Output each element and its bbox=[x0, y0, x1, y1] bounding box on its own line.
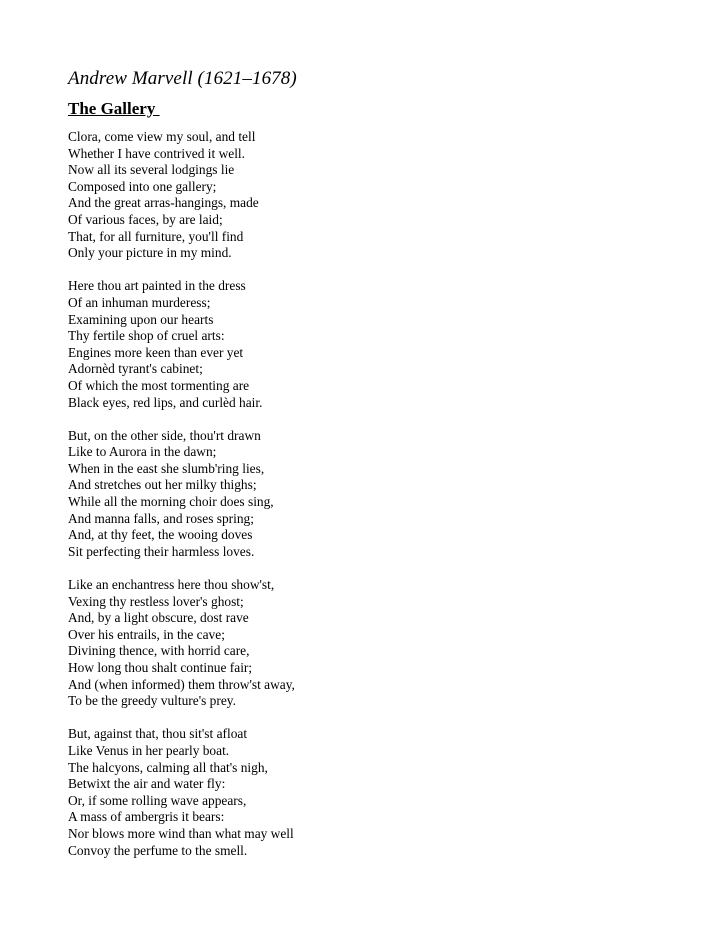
poem-line: But, on the other side, thou'rt drawn bbox=[68, 427, 261, 443]
poem-line: That, for all furniture, you'll find bbox=[68, 228, 244, 244]
stanza bbox=[68, 428, 688, 561]
poem-line: And manna falls, and roses spring; bbox=[68, 510, 254, 526]
poem-line: Vexing thy restless lover's ghost; bbox=[68, 593, 244, 609]
poem-line: And, at thy feet, the wooing doves bbox=[68, 527, 253, 543]
poem-line: Divining thence, with horrid care, bbox=[68, 643, 250, 659]
poem-line: When in the east she slumb'ring lies, bbox=[68, 460, 265, 476]
poem-line: While all the morning choir does sing, bbox=[68, 494, 274, 510]
document-page bbox=[68, 66, 688, 876]
poem-line: And the great arras-hangings, made bbox=[68, 195, 259, 211]
poem-line: But, against that, thou sit'st afloat bbox=[68, 726, 248, 742]
stanza bbox=[68, 278, 688, 411]
poem-line: Sit perfecting their harmless loves. bbox=[68, 543, 255, 559]
stanza bbox=[68, 129, 688, 262]
poem-line: Over his entrails, in the cave; bbox=[68, 626, 225, 642]
poem-line: Only your picture in my mind. bbox=[68, 245, 232, 261]
poem-line: Thy fertile shop of cruel arts: bbox=[68, 328, 225, 344]
poem-line: Clora, come view my soul, and tell bbox=[68, 129, 256, 144]
poem-line: Nor blows more wind than what may well bbox=[68, 825, 294, 841]
poem-line: To be the greedy vulture's prey. bbox=[68, 693, 236, 709]
poem-line: Or, if some rolling wave appears, bbox=[68, 792, 247, 808]
stanza bbox=[68, 726, 688, 859]
poem-title: The Gallery bbox=[68, 99, 160, 118]
poem-line: Engines more keen than ever yet bbox=[68, 344, 244, 360]
poem-line: Composed into one gallery; bbox=[68, 178, 217, 194]
poem-line: Of various faces, by are laid; bbox=[68, 211, 223, 227]
poem-line: Examining upon our hearts bbox=[68, 311, 214, 327]
stanza bbox=[68, 577, 688, 710]
poem-line: Of an inhuman murderess; bbox=[68, 294, 211, 310]
poem-line: Now all its several lodgings lie bbox=[68, 162, 235, 178]
poem-line: Like to Aurora in the dawn; bbox=[68, 444, 217, 460]
poem-line: And (when informed) them throw'st away, bbox=[68, 676, 295, 692]
poem-line: Adornèd tyrant's cabinet; bbox=[68, 361, 203, 377]
poem-line: Convoy the perfume to the smell. bbox=[68, 842, 248, 858]
poem-line: Whether I have contrived it well. bbox=[68, 145, 245, 161]
poem-line: Like an enchantress here thou show'st, bbox=[68, 577, 275, 593]
poem-line: Like Venus in her pearly boat. bbox=[68, 742, 230, 758]
poem-line: And, by a light obscure, dost rave bbox=[68, 610, 249, 626]
poem-line: A mass of ambergris it bears: bbox=[68, 809, 225, 825]
author-heading: Andrew Marvell (1621–1678) bbox=[68, 68, 297, 89]
poem-line: The halcyons, calming all that's nigh, bbox=[68, 759, 268, 775]
poem-line: How long thou shalt continue fair; bbox=[68, 660, 253, 675]
poem-line: Here thou art painted in the dress bbox=[68, 278, 246, 294]
poem-line: Black eyes, red lips, and curlèd hair. bbox=[68, 394, 263, 410]
poem-line: And stretches out her milky thighs; bbox=[68, 477, 257, 493]
poem-line: Of which the most tormenting are bbox=[68, 377, 250, 393]
poem-line: Betwixt the air and water fly: bbox=[68, 776, 226, 792]
